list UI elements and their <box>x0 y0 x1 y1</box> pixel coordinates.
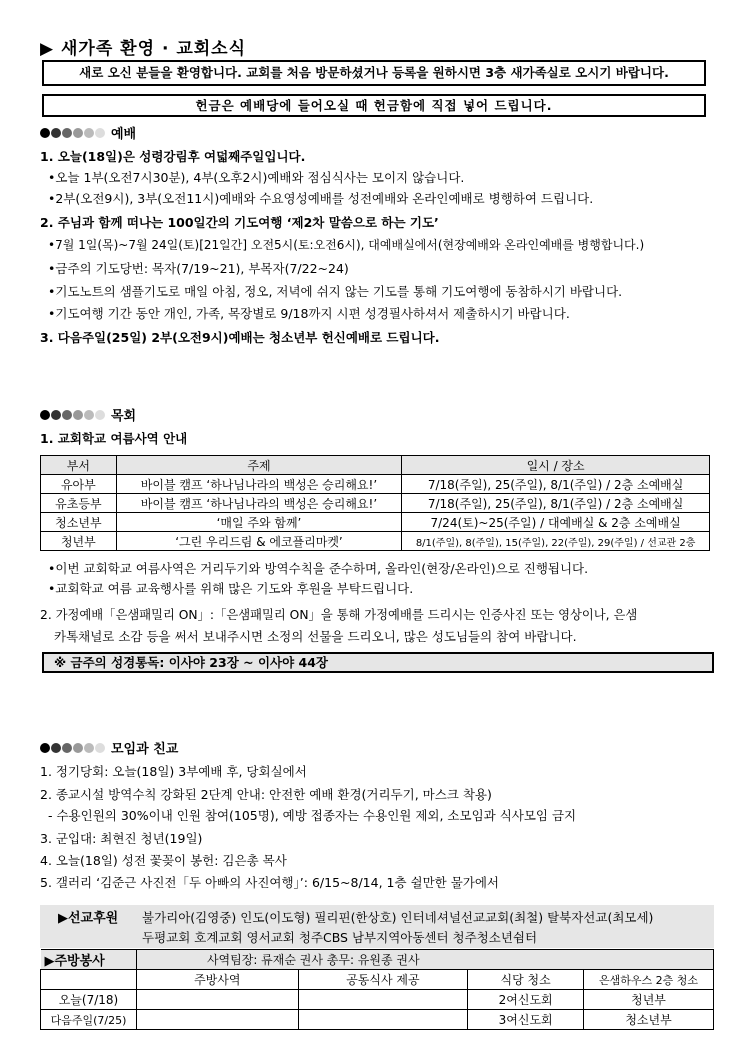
bible-reading-box: ※ 금주의 성경통독: 이사야 23장 ~ 이사야 44장 <box>42 652 714 673</box>
table-cell: 오늘(7/18) <box>41 990 137 1010</box>
welcome-notice: 새로 오신 분들을 환영합니다. 교회를 처음 방문하셨거나 등록을 원하시면 3층 새가족실로 오시기 바랍니다. <box>42 60 706 86</box>
table-header <box>41 970 137 990</box>
worship-item-2-bullet: •기도여행 기간 동안 개인, 가족, 목장별로 9/18까지 시편 성경필사하셔서 제출하시기 바랍니다. <box>48 306 570 321</box>
table-cell: 다음주일(7/25) <box>41 1010 137 1030</box>
table-row <box>41 1010 714 1030</box>
worship-item-2: 2. 주님과 함께 떠나는 100일간의 기도여행 ‘제2차 말씀으로 하는 기도’ <box>40 215 439 230</box>
section-title: 목회 <box>111 409 137 424</box>
table-row <box>41 990 714 1010</box>
page-title: ▶ 새가족 환영 · 교회소식 <box>40 39 247 59</box>
pastoral-item-1-bullet: •이번 교회학교 여름사역은 거리두기와 방역수칙을 준수하며, 올라인(현장/온라인)으로 진행됩니다. <box>48 561 589 576</box>
dot-icon <box>95 410 105 420</box>
table-header: 공동식사 제공 <box>298 970 468 990</box>
section-worship-heading <box>40 123 136 142</box>
dot-icon <box>95 128 105 138</box>
mission-label: ▶선교후원 <box>58 911 119 926</box>
table-cell: 유초등부 <box>41 494 117 513</box>
table-cell: 청년부 <box>41 532 117 551</box>
table-header: 식당 청소 <box>468 970 584 990</box>
table-cell <box>298 1010 468 1030</box>
dot-icon <box>84 128 94 138</box>
table-cell: 바이블 캠프 ‘하나님나라의 백성은 승리해요!’ <box>116 475 401 494</box>
table-cell: 청소년부 <box>584 1010 714 1030</box>
dot-icon <box>62 128 72 138</box>
bullet-dots-icon <box>40 128 105 138</box>
table-header: 부서 <box>41 456 117 475</box>
worship-item-2-bullet: •7월 1일(목)~7월 24일(토)[21일간] 오전5시(토:오전6시), 대예배실에서(현장예배와 온라인예배를 병행합니다.) <box>48 238 645 252</box>
pastoral-item-2-line-1: 2. 가정예배「은샘패밀리 ON」:「은샘패밀리 ON」을 통해 가정예배를 드리시는 인증사진 또는 영상이나, 은샘 <box>40 608 638 622</box>
table-header: 주제 <box>116 456 401 475</box>
dot-icon <box>51 128 61 138</box>
mission-support-box <box>40 905 714 948</box>
dot-icon <box>40 410 50 420</box>
meetings-item-4: 4. 오늘(18일) 성전 꽃꽂이 봉헌: 김은총 목사 <box>40 853 287 868</box>
dot-icon <box>40 743 50 753</box>
meetings-item-2: 2. 종교시설 방역수칙 강화된 2단계 안내: 안전한 예배 환경(거리두기, 마스크 착용) <box>40 787 492 802</box>
meetings-item-1: 1. 정기당회: 오늘(18일) 3부예배 후, 당회실에서 <box>40 764 307 779</box>
table-header: 은샘하우스 2층 청소 <box>584 970 714 990</box>
kitchen-label: ▶주방봉사 <box>41 950 137 970</box>
meetings-item-2-sub: - 수용인원의 30%이내 인원 참여(105명), 예방 접종자는 수용인원 제외, 소모임과 식사모임 금지 <box>48 808 577 823</box>
table-row <box>41 475 710 494</box>
section-title: 예배 <box>111 127 137 142</box>
worship-item-1-bullet: •2부(오전9시), 3부(오전11시)예배와 수요영성예배를 성전예배와 온라인예배로 병행하여 드립니다. <box>48 191 594 206</box>
table-row <box>41 494 710 513</box>
table-header: 일시 / 장소 <box>402 456 710 475</box>
section-title: 모임과 친교 <box>111 742 179 757</box>
table-header-row <box>41 456 710 475</box>
table-cell: ‘그린 우리드림 & 에코플리마켓’ <box>116 532 401 551</box>
dot-icon <box>62 410 72 420</box>
table-cell: 청년부 <box>584 990 714 1010</box>
table-cell: 7/24(토)~25(주일) / 대예배실 & 2층 소예배실 <box>402 513 710 532</box>
kitchen-leaders: 사역팀장: 류재순 권사 총무: 유원종 권사 <box>136 950 713 970</box>
mission-line-1: 불가리아(김영중) 인도(이도형) 필리핀(한상호) 인터네셔널선교교회(최철) 탈북자선교(최모세) <box>142 910 654 925</box>
table-row <box>41 513 710 532</box>
dot-icon <box>84 743 94 753</box>
table-cell: ‘매일 주와 함께’ <box>116 513 401 532</box>
table-cell: 바이블 캠프 ‘하나님나라의 백성은 승리해요!’ <box>116 494 401 513</box>
table-cell: 3여신도회 <box>468 1010 584 1030</box>
bullet-dots-icon <box>40 410 105 420</box>
table-cell: 2여신도회 <box>468 990 584 1010</box>
summer-ministry-table <box>40 455 710 551</box>
table-cell <box>136 990 298 1010</box>
worship-item-1: 1. 오늘(18일)은 성령강림후 여덟째주일입니다. <box>40 149 306 164</box>
worship-item-2-bullet: •금주의 기도당번: 목자(7/19~21), 부목자(7/22~24) <box>48 261 349 276</box>
table-cell <box>136 1010 298 1030</box>
pastoral-item-1: 1. 교회학교 여름사역 안내 <box>40 431 188 446</box>
pastoral-item-1-bullet: •교회학교 여름 교육행사를 위해 많은 기도와 후원을 부탁드립니다. <box>48 581 414 596</box>
table-cell: 유아부 <box>41 475 117 494</box>
table-cell: 8/1(주일), 8(주일), 15(주일), 22(주일), 29(주일) / 선교관 2층 <box>402 532 710 551</box>
worship-item-1-bullet: •오늘 1부(오전7시30분), 4부(오후2시)예배와 점심식사는 모이지 않습니다. <box>48 170 465 185</box>
bullet-dots-icon <box>40 743 105 753</box>
table-cell: 7/18(주일), 25(주일), 8/1(주일) / 2층 소예배실 <box>402 494 710 513</box>
mission-line-2: 두평교회 호계교회 영서교회 청주CBS 남부지역아동센터 청주청소년쉼터 <box>142 930 538 945</box>
dot-icon <box>73 743 83 753</box>
table-cell: 청소년부 <box>41 513 117 532</box>
dot-icon <box>40 128 50 138</box>
worship-item-2-bullet: •기도노트의 샘플기도로 매일 아침, 정오, 저녁에 쉬지 않는 기도를 통해 기도여행에 동참하시기 바랍니다. <box>48 284 623 299</box>
kitchen-service-table <box>40 949 714 1030</box>
dot-icon <box>73 128 83 138</box>
table-cell <box>298 990 468 1010</box>
dot-icon <box>51 743 61 753</box>
kitchen-header-row <box>41 970 714 990</box>
table-cell: 7/18(주일), 25(주일), 8/1(주일) / 2층 소예배실 <box>402 475 710 494</box>
dot-icon <box>73 410 83 420</box>
meetings-item-5: 5. 갤러리 ‘김준근 사진전「두 아빠의 사진여행」’: 6/15~8/14, 1층 쉴만한 물가에서 <box>40 875 500 890</box>
section-meetings-heading <box>40 738 178 757</box>
table-row <box>41 532 710 551</box>
table-header: 주방사역 <box>136 970 298 990</box>
kitchen-title-row <box>41 950 714 970</box>
dot-icon <box>84 410 94 420</box>
pastoral-item-2-line-2: 카톡채널로 소감 등을 써서 보내주시면 소정의 선물을 드리오니, 많은 성도님들의 참여 바랍니다. <box>54 629 577 644</box>
worship-item-3: 3. 다음주일(25일) 2부(오전9시)예배는 청소년부 헌신예배로 드립니다. <box>40 330 440 345</box>
section-pastoral-heading <box>40 405 136 424</box>
offering-notice: 헌금은 예배당에 들어오실 때 헌금함에 직접 넣어 드립니다. <box>42 94 706 117</box>
dot-icon <box>95 743 105 753</box>
dot-icon <box>51 410 61 420</box>
meetings-item-3: 3. 군입대: 최현진 청년(19일) <box>40 831 203 846</box>
dot-icon <box>62 743 72 753</box>
